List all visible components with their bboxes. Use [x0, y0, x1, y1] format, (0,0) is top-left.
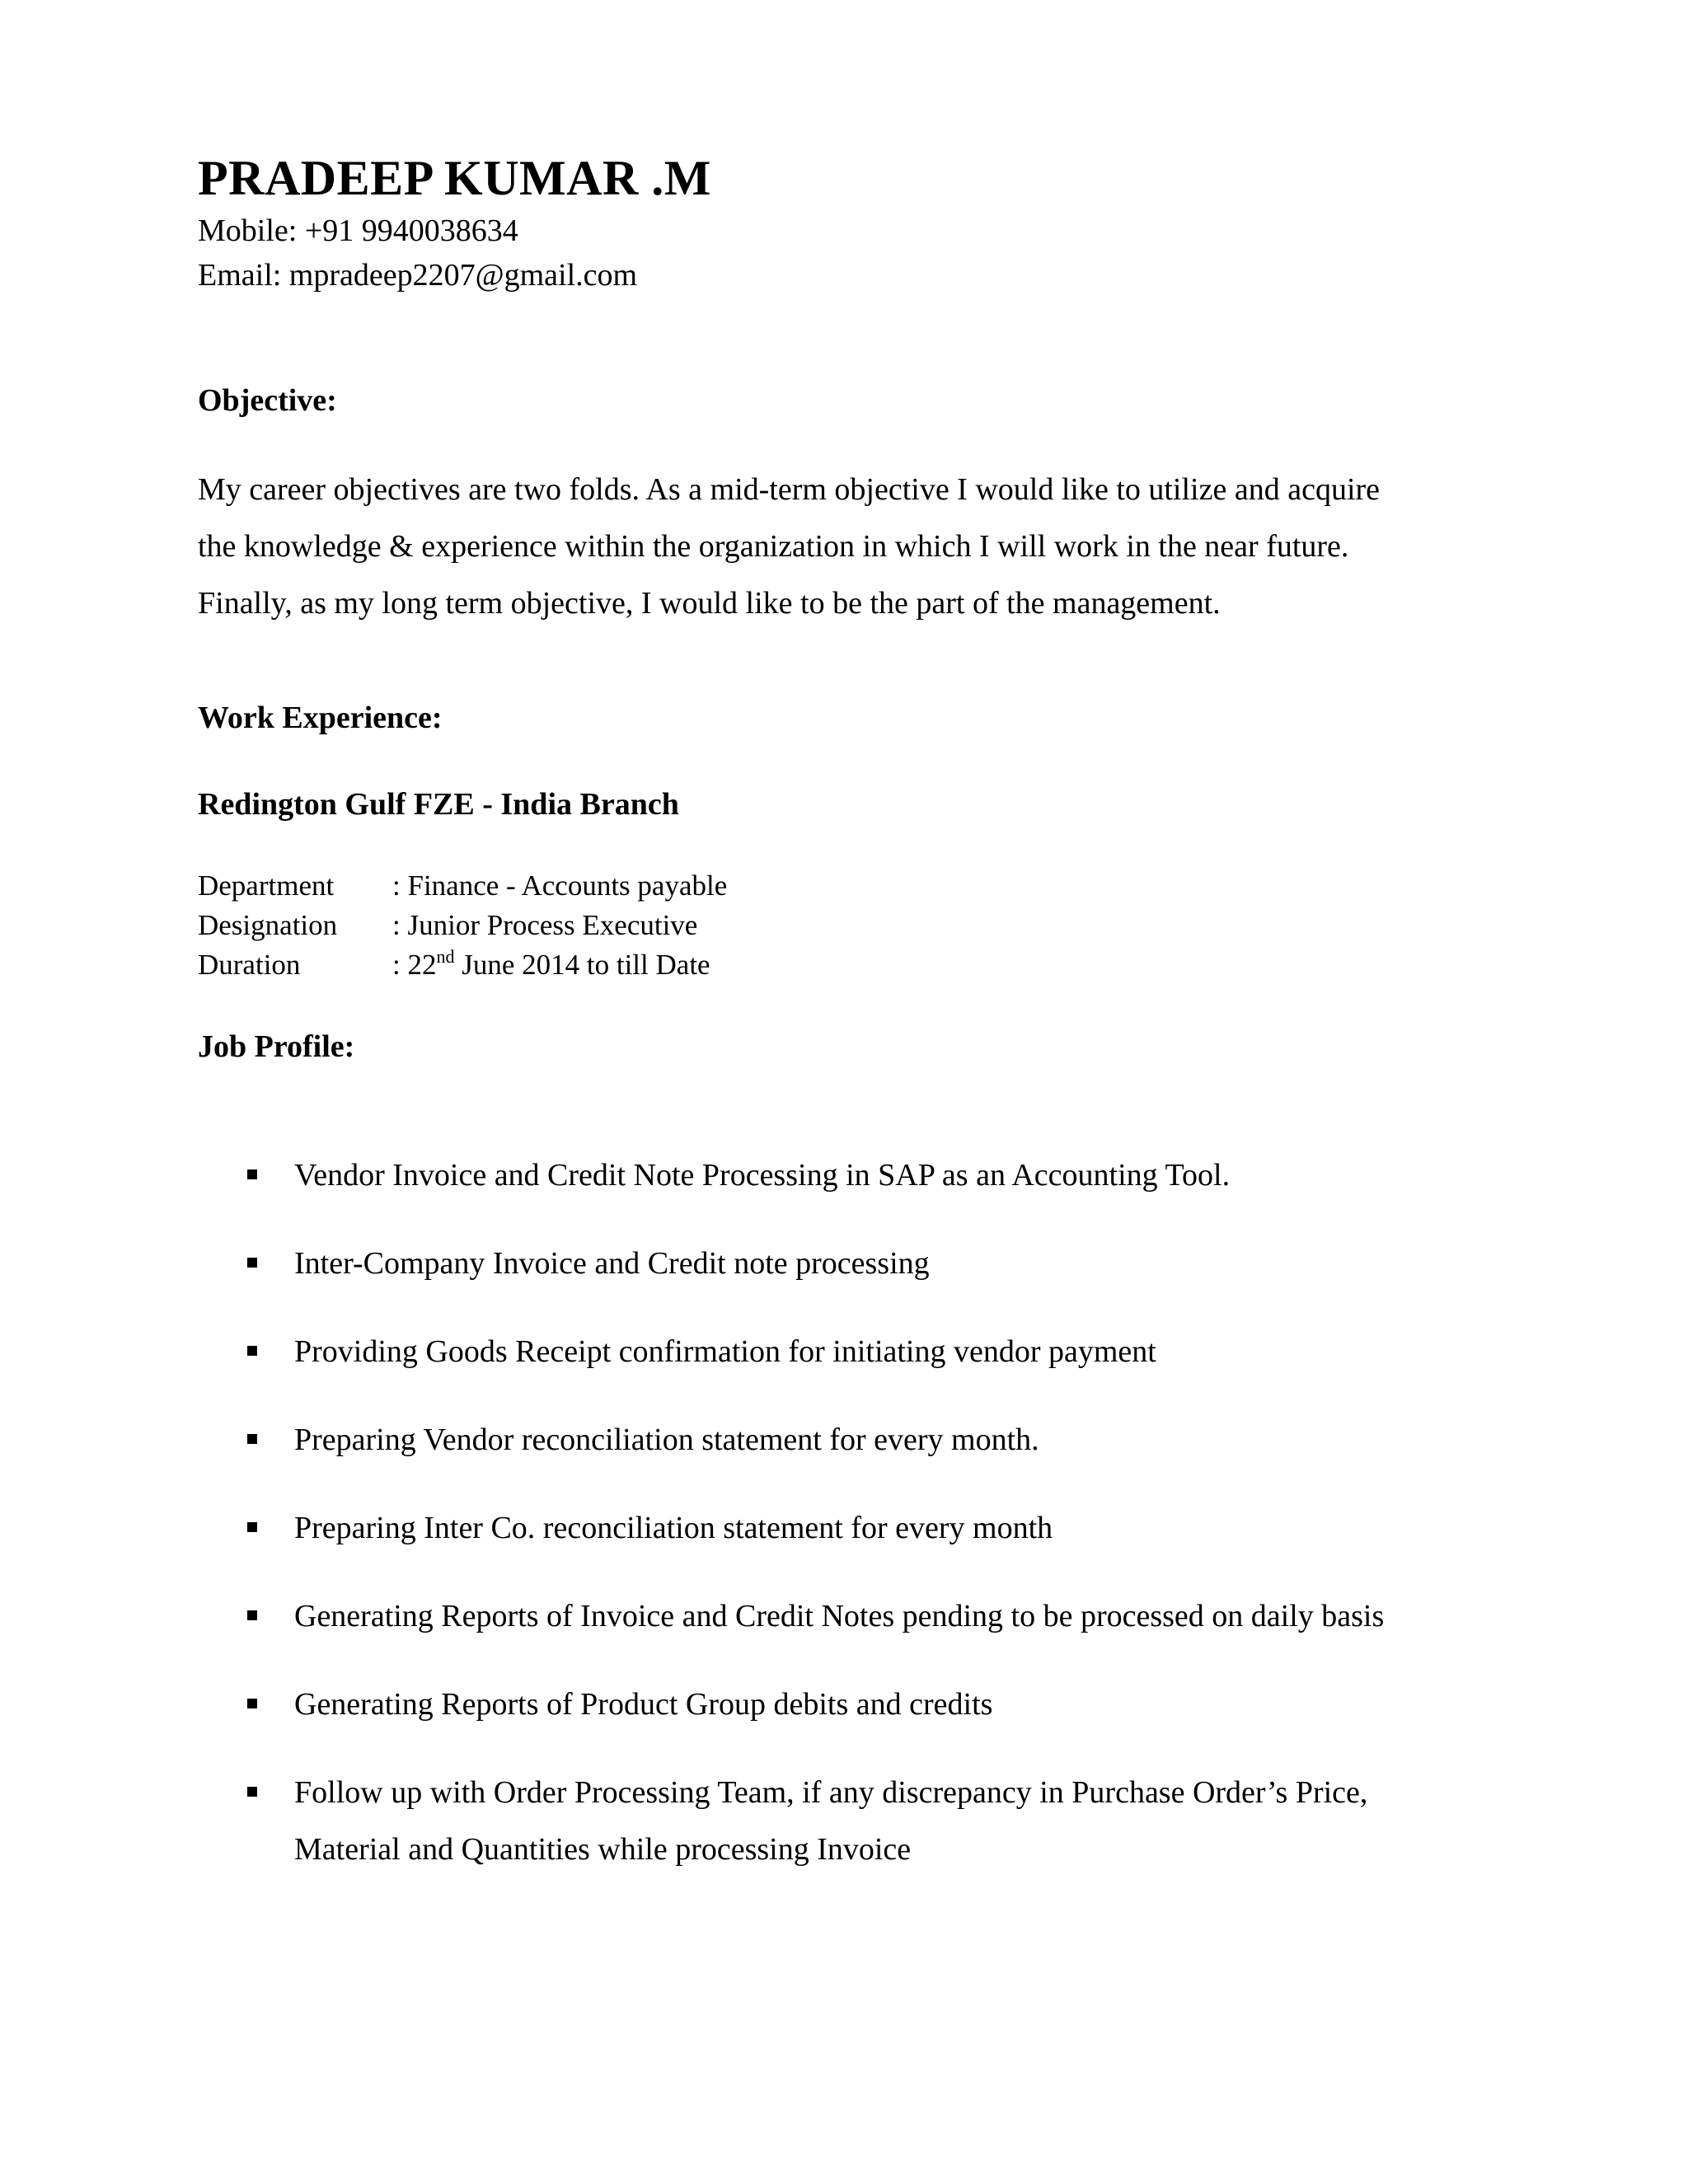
job-profile-item-line: Generating Reports of Invoice and Credit Notes pending to be processed on daily basis — [294, 1599, 1385, 1633]
job-profile-item-text — [294, 1500, 1514, 1557]
square-bullet-icon — [247, 1434, 257, 1444]
job-profile-item-line: Inter-Company Invoice and Credit note processing — [294, 1246, 930, 1281]
email-address: Email: mpradeep2207@gmail.com — [198, 258, 638, 293]
job-profile-item-line: Vendor Invoice and Credit Note Processing in SAP as an Accounting Tool. — [294, 1158, 1231, 1193]
job-profile-item-text — [294, 1676, 1514, 1733]
duration-value-ordinal: nd — [436, 946, 455, 967]
square-bullet-icon — [247, 1169, 257, 1179]
job-profile-item-line: Generating Reports of Product Group debits and credits — [294, 1687, 993, 1722]
square-bullet-icon — [247, 1346, 257, 1356]
job-profile-item-text — [294, 1765, 1514, 1878]
designation-value: : Junior Process Executive — [392, 909, 698, 941]
department-label: Department — [198, 869, 335, 902]
objective-line: My career objectives are two folds. As a mid-term objective I would like to utilize and acquire — [198, 472, 1381, 507]
candidate-name: PRADEEP KUMAR .M — [198, 151, 711, 205]
job-profile-item-text — [294, 1235, 1514, 1292]
job-profile-item-text — [294, 1588, 1514, 1645]
square-bullet-icon — [247, 1699, 257, 1708]
square-bullet-icon — [247, 1258, 257, 1268]
department-row — [198, 867, 727, 905]
square-bullet-icon — [247, 1522, 257, 1532]
job-profile-item-line: Preparing Inter Co. reconciliation statement for every month — [294, 1511, 1053, 1545]
job-profile-item-line: Preparing Vendor reconciliation statement for every month. — [294, 1422, 1039, 1457]
duration-value-prefix: : 22 — [392, 949, 437, 981]
duration-label: Duration — [198, 949, 301, 981]
duration-row — [198, 946, 710, 984]
job-profile-item-text — [294, 1147, 1514, 1204]
designation-label: Designation — [198, 909, 338, 941]
company-name: Redington Gulf FZE - India Branch — [198, 787, 679, 822]
objective-line: Finally, as my long term objective, I would like to be the part of the management. — [198, 586, 1221, 621]
designation-row — [198, 907, 697, 944]
objective-line: the knowledge & experience within the organization in which I will work in the near future. — [198, 529, 1349, 564]
duration-value — [392, 946, 710, 981]
square-bullet-icon — [247, 1610, 257, 1620]
objective-paragraph — [198, 462, 1467, 632]
job-profile-item-text — [294, 1412, 1514, 1469]
work-experience-heading: Work Experience: — [198, 701, 443, 735]
square-bullet-icon — [247, 1787, 257, 1797]
mobile-number: Mobile: +91 9940038634 — [198, 213, 518, 248]
duration-value-suffix: June 2014 to till Date — [454, 949, 710, 981]
job-profile-item-line: Follow up with Order Processing Team, if any discrepancy in Purchase Order’s Price, — [294, 1775, 1368, 1810]
objective-heading: Objective: — [198, 383, 337, 418]
job-profile-item-line: Material and Quantities while processing Invoice — [294, 1832, 912, 1867]
department-value: : Finance - Accounts payable — [392, 869, 728, 902]
job-profile-heading: Job Profile: — [198, 1029, 355, 1064]
job-profile-item-text — [294, 1324, 1514, 1380]
job-profile-item-line: Providing Goods Receipt confirmation for initiating vendor payment — [294, 1334, 1156, 1369]
